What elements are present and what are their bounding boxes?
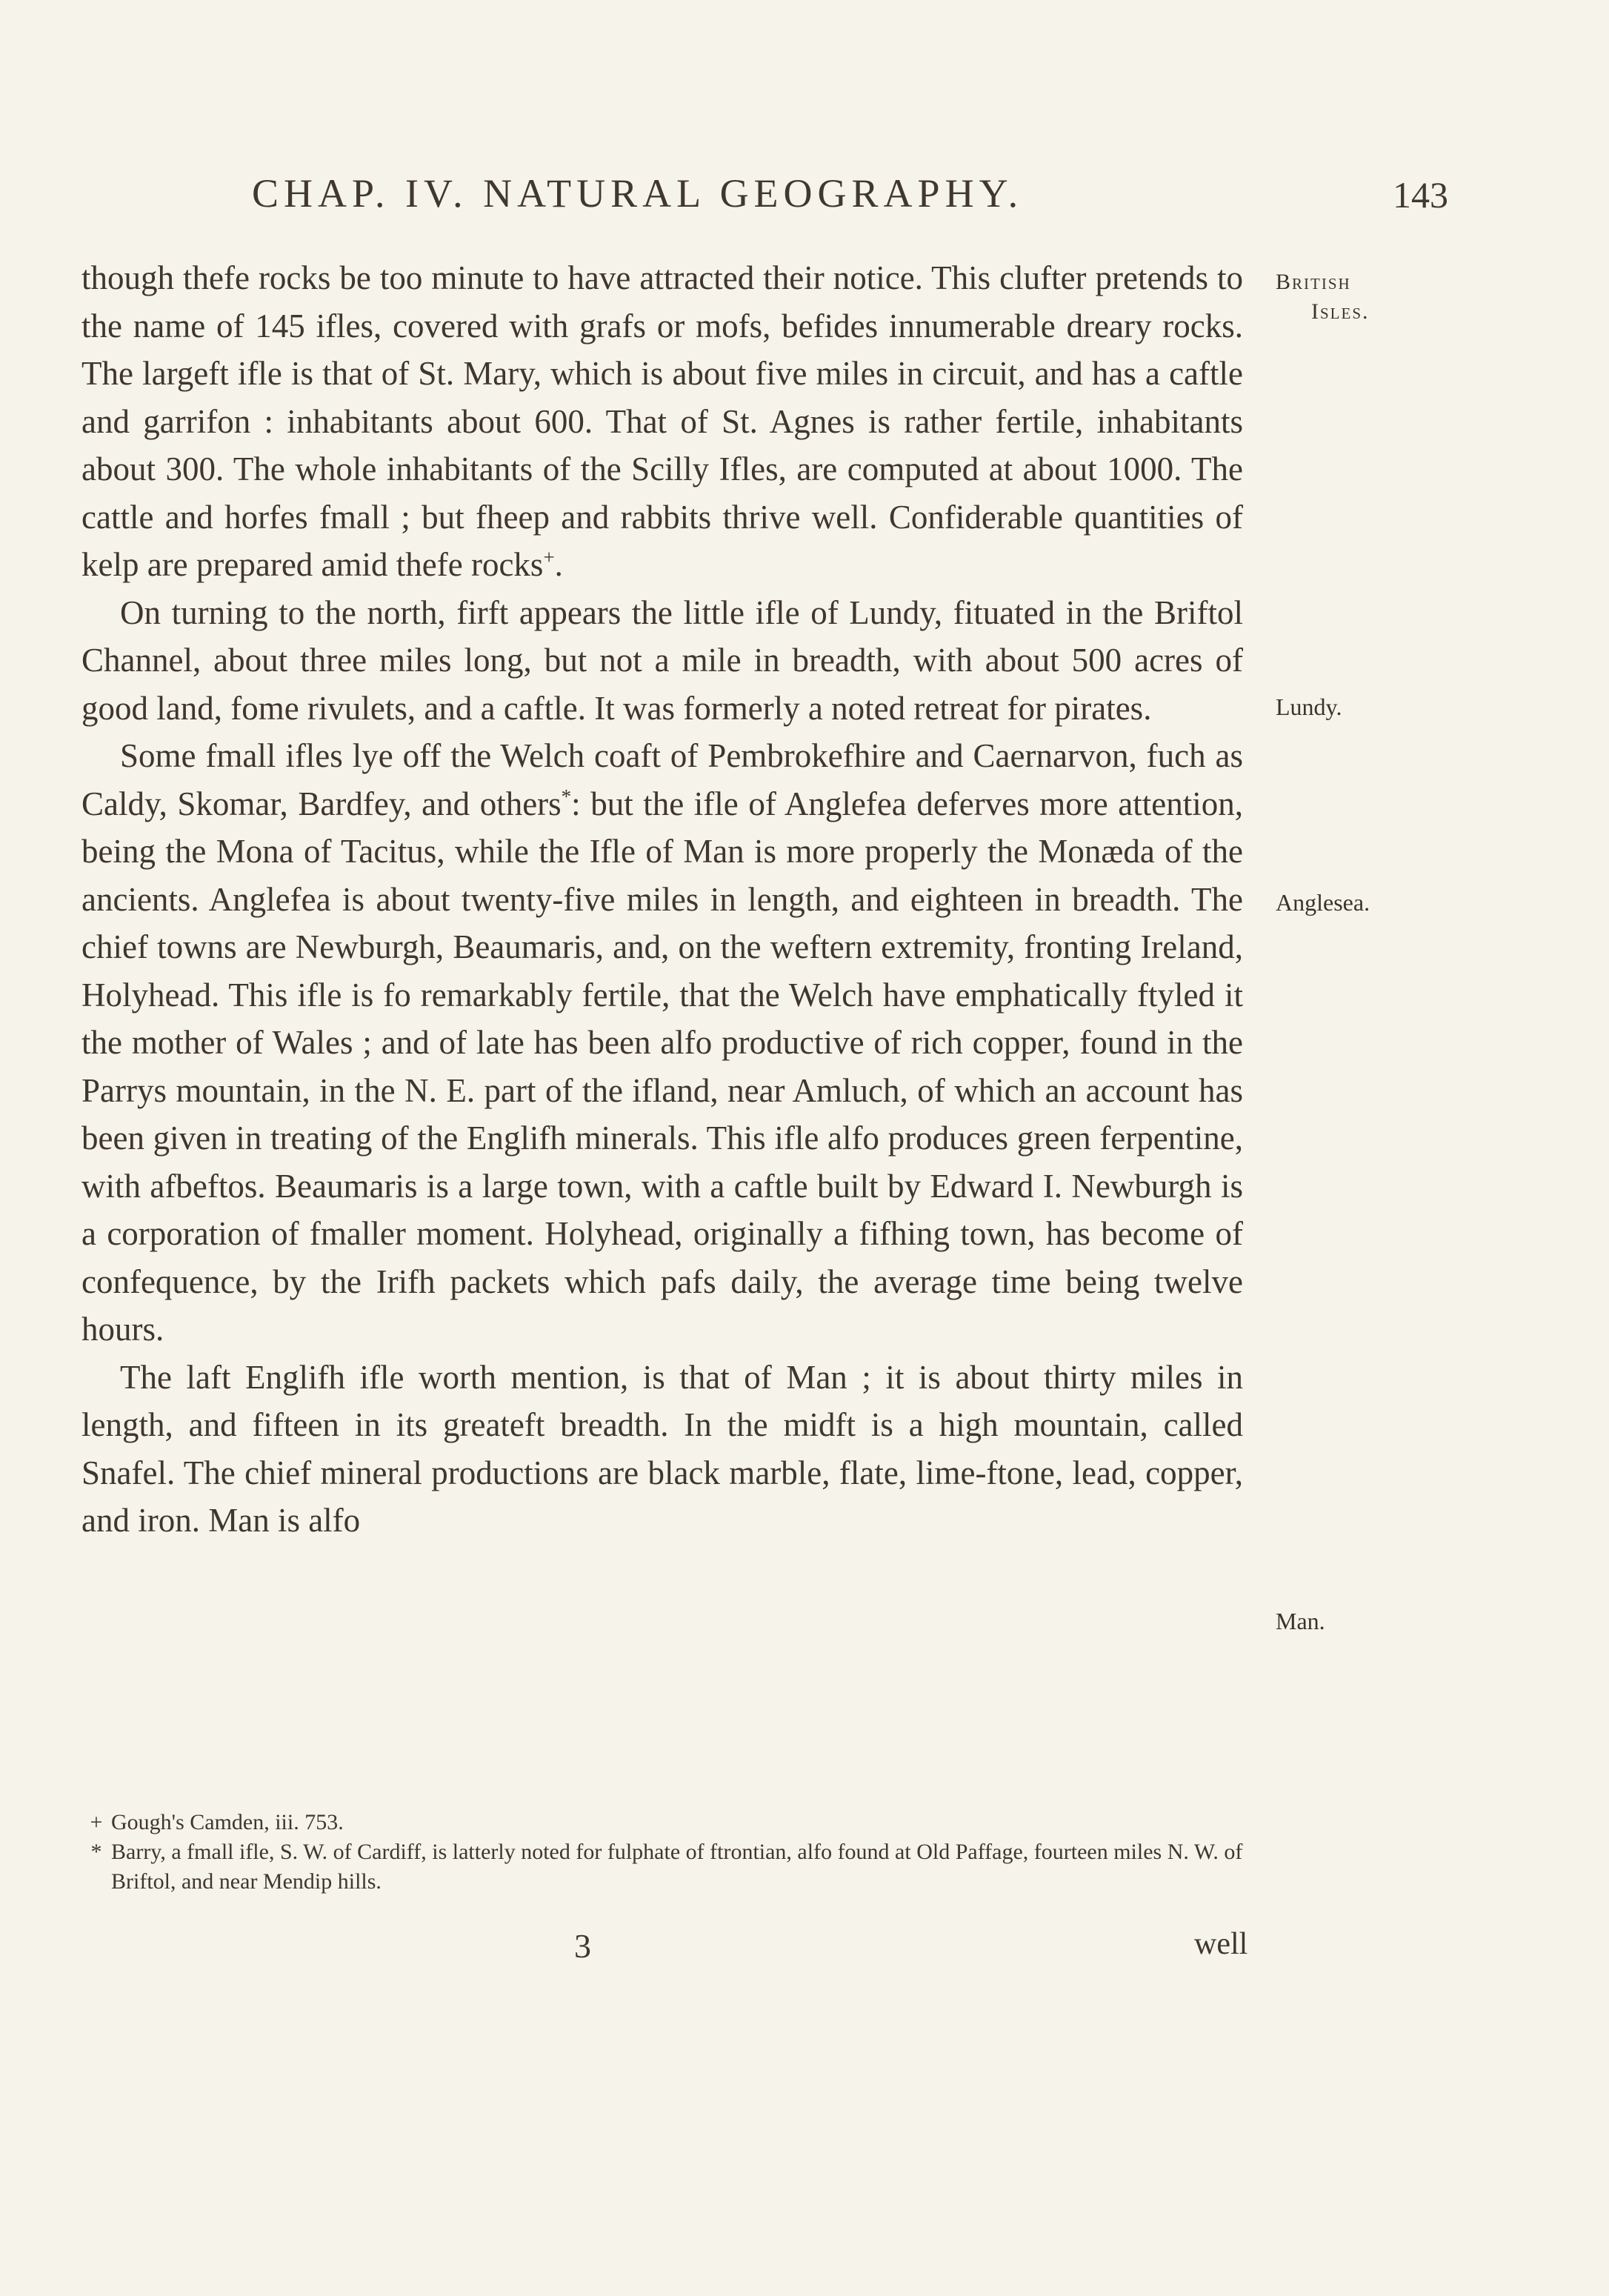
- catchword: well: [1194, 1927, 1248, 1961]
- running-title: CHAP. IV. NATURAL GEOGRAPHY.: [252, 171, 1024, 216]
- margin-note-man: Man.: [1276, 1608, 1325, 1634]
- paragraph-scilly-text: though thefe rocks be too minute to have attracted their notice. This clufter pretends to the name of 145 ifles, covered with grafs or mofs, befides innumerable dreary rocks. The largeft ifle is that of St. Mary, which is about five miles in circuit, and has a caftle and garrifon : inhabitants about 600. That of St. Agnes is rather fertile, inhabitants about 300. The whole inhabitants of the Scilly Ifles, are computed at about 1000. The cattle and horfes fmall ; but fheep and rabbits thrive well. Confiderable quantities of kelp are prepared amid thefe rocks: [81, 259, 1243, 583]
- paragraph-scilly: [81, 254, 1243, 589]
- footnote-ref-asterisk: *: [561, 785, 572, 808]
- footnote-2-mark: *: [90, 1840, 102, 1864]
- footnote-1: [81, 1808, 1267, 1837]
- margin-note-british: British: [1276, 270, 1351, 294]
- page-number: 143: [1393, 174, 1448, 216]
- paragraph-scilly-end: .: [554, 546, 563, 583]
- margin-note-lundy: Lundy.: [1276, 693, 1342, 720]
- footnote-2-text: Barry, a fmall ifle, S. W. of Cardiff, is latterly noted for fulphate of ftrontian, alfo found at Old Paffage, fourteen miles N. W. of Briftol, and near Mendip hills.: [111, 1840, 1243, 1894]
- margin-note-isles: Isles.: [1311, 299, 1370, 324]
- margin-note-anglesea: Anglesea.: [1276, 889, 1370, 916]
- paragraph-anglesea-text-b: : but the ifle of Anglefea deferves more attention, being the Mona of Tacitus, while the Ifle of Man is more properly the Monæda of the ancients. Anglefea is about twenty-five miles in length, and eighteen in breadth. The chief towns are Newburgh, Beaumaris, and, on the weftern extremity, fronting Ireland, Holyhead. This ifle is fo remarkably fertile, that the Welch have emphatically ftyled it the mother of Wales ; and of late has been alfo productive of rich copper, found in the Parrys mountain, in the N. E. part of the ifland, near Amluch, of which an account has been given in treating of the Englifh minerals. This ifle alfo produces green ferpentine, with afbeftos. Beaumaris is a large town, with a caftle built by Edward I. Newburgh is a corporation of fmaller moment. Holyhead, originally a fifhing town, has become of confequence, by the Irifh packets which pafs daily, the average time being twelve hours.: [81, 785, 1243, 1348]
- footnote-1-mark: +: [90, 1810, 103, 1834]
- paragraph-anglesea: [81, 732, 1243, 1354]
- running-header: [0, 170, 1609, 222]
- signature-mark: 3: [574, 1927, 591, 1965]
- paragraph-man: The laft Englifh ifle worth mention, is that of Man ; it is about thirty miles in length, and fifteen in its greateft breadth. In the midft is a high mountain, called Snafel. The chief mineral productions are black marble, flate, lime-ftone, lead, copper, and iron. Man is alfo: [81, 1358, 1243, 1539]
- paragraph-lundy: On turning to the north, firft appears the little ifle of Lundy, fituated in the Briftol Channel, about three miles long, but not a mile in breadth, with about 500 acres of good land, fome rivulets, and a caftle. It was formerly a noted retreat for pirates.: [81, 593, 1243, 727]
- footnote-ref-dagger: +: [543, 546, 555, 568]
- footnotes: [81, 1808, 1267, 1897]
- footnote-2: [81, 1837, 1267, 1897]
- body-text: [81, 254, 1243, 1545]
- footnote-1-text: Gough's Camden, iii. 753.: [111, 1810, 344, 1834]
- paragraph-anglesea-text-a: Some fmall ifles lye off the Welch coaft of Pembrokefhire and Caernarvon, fuch as Caldy, Skomar, Bardfey, and others: [81, 737, 1243, 822]
